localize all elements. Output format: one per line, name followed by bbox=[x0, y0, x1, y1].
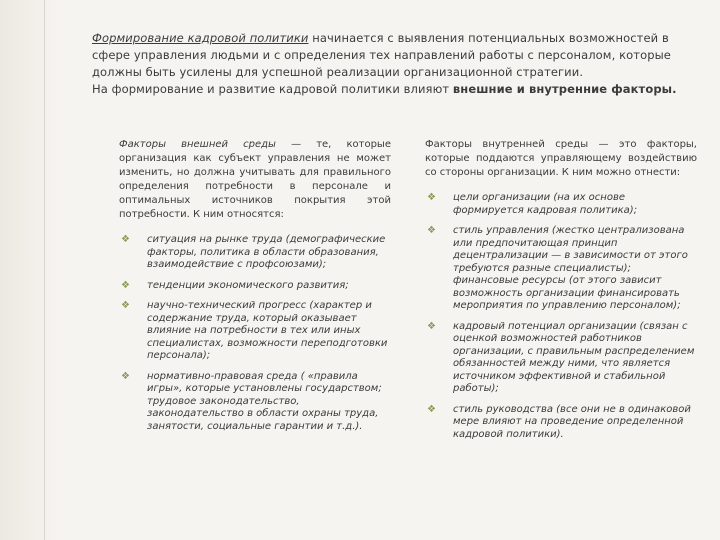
bullet-icon: ❖ bbox=[427, 192, 436, 203]
list-item bbox=[425, 321, 697, 396]
list-item bbox=[425, 192, 697, 217]
list-item-text: научно-технический прогресс (характер и содержание труда, который оказывает влияние на потребности в тех или иных специалистах, возможности переподготовки персонала); bbox=[147, 300, 388, 361]
intro-paragraph bbox=[92, 30, 704, 98]
list-item bbox=[425, 225, 697, 313]
external-factors-column bbox=[119, 138, 391, 441]
list-item-text: стиль управления (жестко централизована или предпочитающая принцип децентрализации — в зависимости от этого требуются разные специалисты); финансовые ресурсы (от этого зависит возможность организации финансировать мероприятия по управлению персоналом); bbox=[453, 225, 688, 311]
external-factors-term: Факторы внешней среды bbox=[119, 139, 276, 150]
list-item-text: тенденции экономического развития; bbox=[147, 279, 349, 291]
external-factors-text: — те, которые организация как субъект управления не может изменить, но должна учитывать для правильного определения потребности в персонале и оптимальных источников покрытия этой потребности. К ним относятся: bbox=[119, 139, 391, 220]
internal-factors-lead bbox=[425, 138, 697, 180]
slide-left-rule bbox=[44, 0, 45, 540]
bullet-icon: ❖ bbox=[427, 403, 436, 415]
list-item bbox=[119, 234, 391, 272]
intro-line2: На формирование и развитие кадровой политики влияют bbox=[92, 82, 453, 96]
bullet-icon: ❖ bbox=[121, 370, 130, 382]
internal-factors-term: Факторы внутренней среды bbox=[425, 139, 589, 150]
intro-line2-strong: внешние и внутренние факторы. bbox=[452, 82, 677, 96]
bullet-icon: ❖ bbox=[121, 234, 130, 245]
list-item-text: стиль руководства (все они не в одинаковой мере влияют на проведение определенной кадровой политики). bbox=[453, 403, 691, 440]
external-factors-lead bbox=[119, 138, 391, 222]
list-item-text: ситуация на рынке труда (демографические факторы, политика в области образования, взаимодействие с профсоюзами); bbox=[147, 234, 386, 270]
list-item bbox=[425, 404, 697, 442]
bullet-icon: ❖ bbox=[427, 225, 436, 236]
list-item bbox=[119, 280, 391, 293]
bullet-icon: ❖ bbox=[427, 320, 436, 332]
bullet-icon: ❖ bbox=[121, 279, 130, 291]
internal-factors-list bbox=[425, 192, 697, 441]
intro-term: Формирование кадровой политики bbox=[92, 31, 309, 45]
intro-text: начинается с выявления потенциальных возможностей в сфере управления людьми и с определения тех направлений работы с персоналом, которые должны быть усилены для успешной реализации организационной стратегии. bbox=[92, 31, 671, 79]
list-item-text: цели организации (на их основе формируется кадровая политика); bbox=[453, 192, 638, 216]
list-item-text: нормативно-правовая среда ( «правила игры», которые установлены государством; трудовое законодательство, законодательство в области охраны труда, занятости, социальные гарантии и т.д.). bbox=[147, 370, 382, 432]
internal-factors-column bbox=[425, 138, 697, 449]
list-item bbox=[119, 371, 391, 434]
bullet-icon: ❖ bbox=[121, 300, 130, 311]
external-factors-list bbox=[119, 234, 391, 433]
internal-factors-text: — это факторы, которые поддаются управляющему воздействию со стороны организации. К ним можно отнести: bbox=[425, 139, 697, 178]
list-item-text: кадровый потенциал организации (связан с оценкой возможностей работников организации, с правильным распределением обязанностей между ними, что является источником эффективной и стабильной работы); bbox=[453, 320, 695, 394]
list-item bbox=[119, 300, 391, 363]
